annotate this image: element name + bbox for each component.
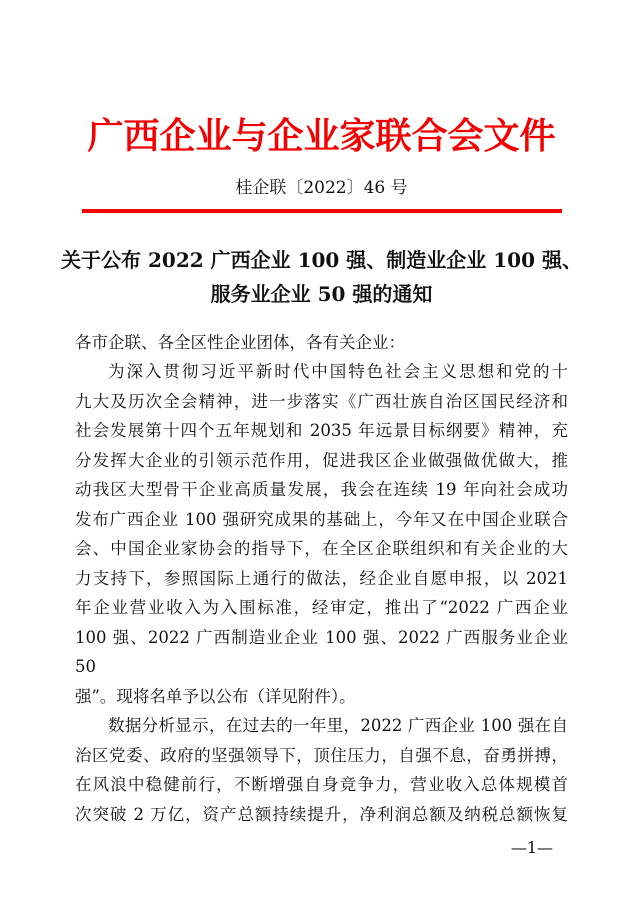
body-line: 会、中国企业家协会的指导下，在全区企联组织和有关企业的大 — [75, 539, 568, 558]
body-line: 九大及历次全会精神，进一步落实《广西壮族自治区国民经济和 — [75, 391, 568, 411]
body-line: 治区党委、政府的坚强领导下，顶住压力，自强不息，奋勇拼搏， — [75, 745, 568, 765]
body-line: 数据分析显示，在过去的一年里，2022 广西企业 100 强在自 — [108, 716, 568, 735]
red-divider-line — [82, 209, 562, 213]
body-line: 社会发展第十四个五年规划和 2035 年远景目标纲要》精神，充 — [75, 421, 568, 440]
body-line: 力支持下，参照国际上通行的做法，经企业自愿申报，以 2021 — [75, 568, 568, 588]
document-number: 桂企联〔2022〕46 号 — [235, 178, 408, 198]
document-body — [75, 328, 568, 830]
body-line: 100 强、2022 广西制造业企业 100 强、2022 广西服务业企业 50 — [75, 627, 568, 676]
org-header-title: 广西企业与企业家联合会文件 — [87, 115, 556, 157]
page-number: —1— — [510, 838, 553, 857]
notice-title-line2: 服务业企业 50 强的通知 — [210, 281, 433, 306]
salutation-line: 各市企联、各全区性企业团体，各有关企业： — [75, 332, 405, 352]
body-line: 年企业营业收入为入围标准，经审定，推出了“2022 广西企业 — [75, 598, 568, 617]
body-line: 为深入贯彻习近平新时代中国特色社会主义思想和党的十 — [108, 362, 568, 381]
body-line: 分发挥大企业的引领示范作用，促进我区企业做强做优做大，推 — [75, 450, 568, 470]
body-line: 在风浪中稳健前行，不断增强自身竞争力，营业收入总体规模首 — [75, 775, 568, 794]
notice-title-line1: 关于公布 2022 广西企业 100 强、制造业企业 100 强、 — [61, 247, 582, 272]
notice-title — [0, 243, 643, 311]
body-line: 动我区大型骨干企业高质量发展，我会在连续 19 年向社会成功 — [75, 480, 568, 499]
body-line: 强”。现将名单予以公布（详见附件）。 — [75, 686, 356, 706]
body-line: 次突破 2 万亿，资产总额持续提升，净利润总额及纳税总额恢复 — [75, 804, 568, 824]
body-line: 发布广西企业 100 强研究成果的基础上，今年又在中国企业联合 — [75, 509, 568, 529]
